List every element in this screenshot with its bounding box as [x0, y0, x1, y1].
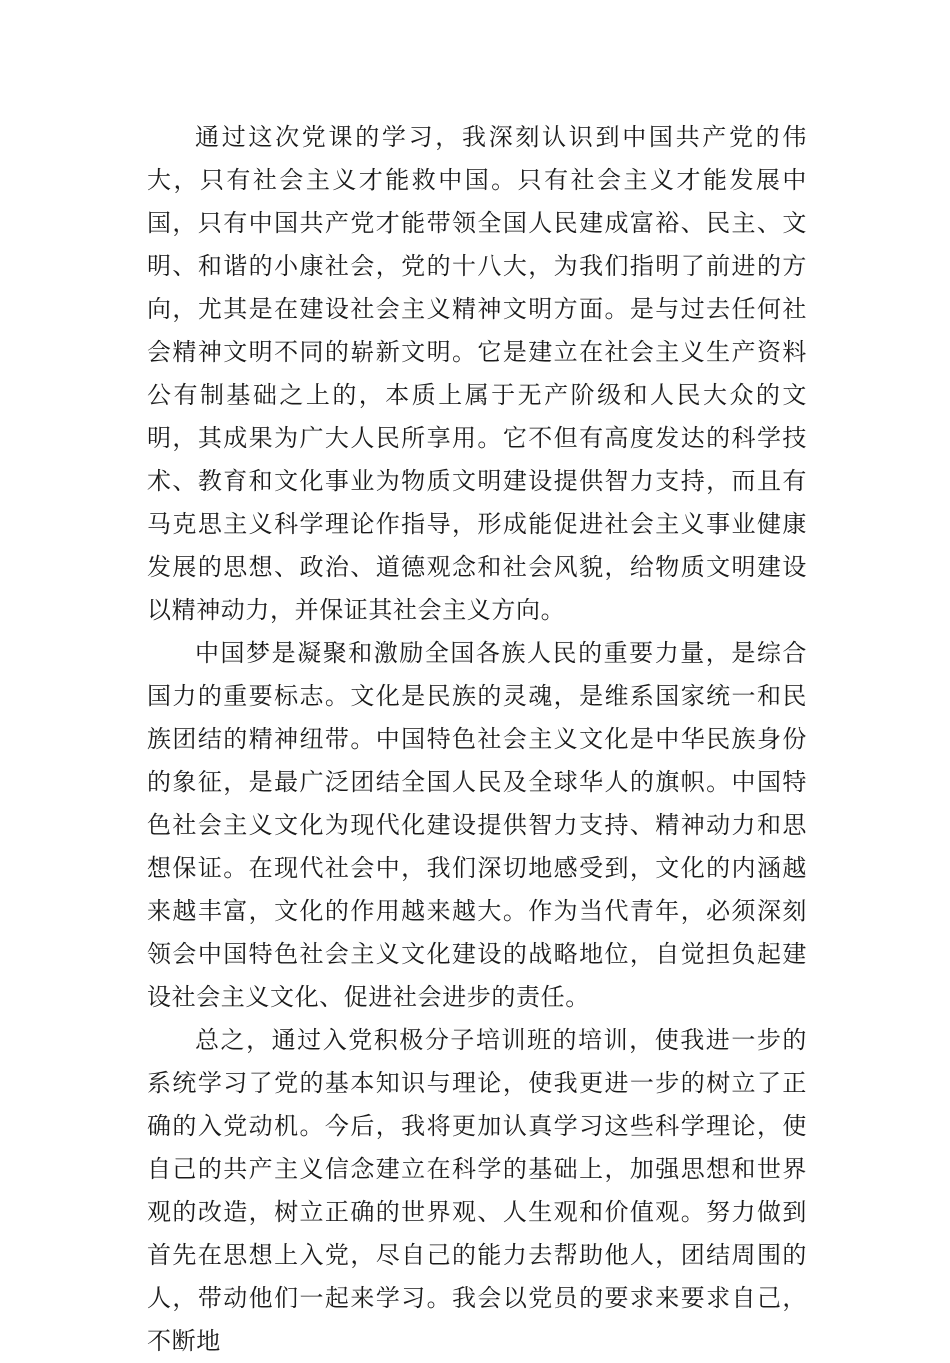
paragraph-1: 通过这次党课的学习，我深刻认识到中国共产党的伟大，只有社会主义才能救中国。只有社会主义才能发展中国，只有中国共产党才能带领全国人民建成富裕、民主、文明、和谐的小康社会，党的十八大，为我们指明了前进的方向，尤其是在建设社会主义精神文明方面。是与过去任何社会精神文明不同的崭新文明。它是建立在社会主义生产资料公有制基础之上的，本质上属于无产阶级和人民大众的文明，其成果为广大人民所享用。它不但有高度发达的科学技术、教育和文化事业为物质文明建设提供智力支持，而且有马克思主义科学理论作指导，形成能促进社会主义事业健康发展的思想、政治、道德观念和社会风貌，给物质文明建设以精神动力，并保证其社会主义方向。 — [147, 123, 807, 624]
document-body — [147, 116, 807, 1363]
paragraph-3: 总之，通过入党积极分子培训班的培训，使我进一步的系统学习了党的基本知识与理论，使我更进一步的树立了正确的入党动机。今后，我将更加认真学习这些科学理论，使自己的共产主义信念建立在科学的基础上，加强思想和世界观的改造，树立正确的世界观、人生观和价值观。努力做到首先在思想上入党，尽自己的能力去帮助他人，团结周围的人，带动他们一起来学习。我会以党员的要求来要求自己，不断地 — [147, 1026, 807, 1355]
paragraph-2: 中国梦是凝聚和激励全国各族人民的重要力量，是综合国力的重要标志。文化是民族的灵魂，是维系国家统一和民族团结的精神纽带。中国特色社会主义文化是中华民族身份的象征，是最广泛团结全国人民及全球华人的旗帜。中国特色社会主义文化为现代化建设提供智力支持、精神动力和思想保证。在现代社会中，我们深切地感受到，文化的内涵越来越丰富，文化的作用越来越大。作为当代青年，必须深刻领会中国特色社会主义文化建设的战略地位，自觉担负起建设社会主义文化、促进社会进步的责任。 — [147, 639, 807, 1011]
